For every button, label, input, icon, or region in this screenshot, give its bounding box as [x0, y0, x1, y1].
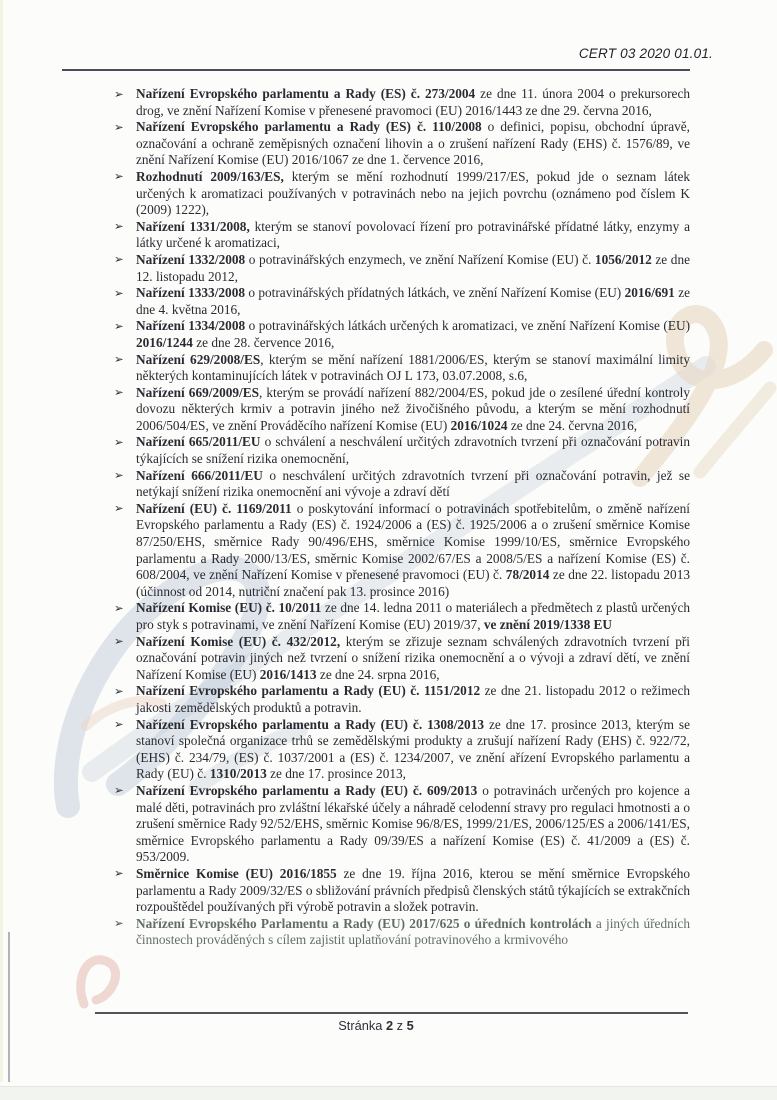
- item-text: Nařízení Evropského Parlamentu a Rady (EU) 2017/625 o úředních kontrolách a jiných úředních činnostech prováděných s cílem zajistit uplatňování potravinového a krmivového: [136, 915, 690, 948]
- arrow-bullet-icon: ➢: [114, 387, 124, 400]
- arrow-bullet-icon: ➢: [114, 719, 124, 732]
- arrow-bullet-icon: ➢: [114, 121, 124, 134]
- arrow-bullet-icon: ➢: [114, 503, 124, 516]
- arrow-bullet-icon: ➢: [114, 436, 124, 449]
- page-number: [62, 1018, 690, 1033]
- item-text: Nařízení 629/2008/ES, kterým se mění nařízení 1881/2006/ES, kterým se stanoví maximální limity některých kontaminujících látek v potravinách OJ L 173, 03.07.2008, s.6,: [136, 351, 690, 384]
- item-text: Nařízení Evropského parlamentu a Rady (EU) č. 609/2013 o potravinách určených pro kojence a malé děti, potravinách pro zvláštní lékařské účely a náhradě celodenní stravy pro regulaci hmotnosti a o zrušení směrnice Rady 92/52/EHS, směrnic Komise 96/8/ES, 1999/21/ES, 2006/125/ES a 2006/141/ES, směrnice Evropského parlamentu a Rady 09/39/ES a nařízení Komise (ES) č. 41/2009 a (ES) č. 953/2009.: [136, 782, 691, 865]
- item-text: Rozhodnutí 2009/163/ES, kterým se mění rozhodnutí 1999/217/ES, pokud jde o seznam látek určených k aromatizaci používaných v potravinách nebo na jejich povrchu (oznámeno pod číslem K (2009) 1222),: [136, 168, 690, 218]
- list-item: [114, 119, 690, 169]
- list-item: [114, 866, 690, 916]
- item-text: Nařízení Komise (EU) č. 10/2011 ze dne 14. ledna 2011 o materiálech a předmětech z plastů určených pro styk s potravinami, ve znění Nařízení Komise (EU) 2019/37, ve znění 2019/1338 EU: [136, 600, 690, 632]
- item-text: Nařízení 1331/2008, kterým se stanoví povolovací řízení pro potravinářské přídatné látky, enzymy a látky určené k aromatizaci,: [136, 218, 690, 251]
- list-item: [114, 352, 690, 385]
- arrow-bullet-icon: ➢: [114, 254, 124, 267]
- arrow-bullet-icon: ➢: [114, 868, 124, 881]
- arrow-bullet-icon: ➢: [114, 171, 124, 184]
- list-item: [114, 783, 690, 866]
- list-item: [114, 683, 690, 716]
- header-rule: [62, 69, 690, 71]
- list-item: [114, 285, 690, 318]
- item-text: Nařízení Evropského parlamentu a Rady (EU) č. 1308/2013 ze dne 17. prosince 2013, kterým se stanoví společná organizace trhů se zemědělskými produkty a zrušují nařízení Rady (EHS) č. 922/72, (EHS) č. 234/79, (ES) č. 1037/2001 a (ES) č. 1234/2007, ve znění ařízení Evropského parlamentu a Rady (EU) č. 1310/2013 ze dne 17. prosince 2013,: [136, 716, 690, 782]
- item-text: Nařízení Komise (EU) č. 432/2012, kterým se zřizuje seznam schválených zdravotních tvrzení při označování potravin jiných než tvrzení o snížení rizika onemocnění a o vývoji a zdraví dětí, ve znění Nařízení Komise (EU) 2016/1413 ze dne 24. srpna 2016,: [136, 633, 690, 682]
- arrow-bullet-icon: ➢: [114, 287, 124, 300]
- arrow-bullet-icon: ➢: [114, 221, 124, 234]
- item-text: Nařízení 1334/2008 o potravinářských látkách určených k aromatizaci, ve znění Nařízení Komise (EU) 2016/1244 ze dne 28. července 2016,: [136, 318, 691, 350]
- item-text: Nařízení 669/2009/ES, kterým se provádí nařízení 882/2004/ES, pokud jde o zesílené úřední kontroly dovozu některých krmiv a potravin jiného než živočišného původu, a kterým se mění rozhodnutí 2006/504/ES, ve znění Prováděcího nařízení Komise (EU) 2016/1024 ze dne 24. června 2016,: [136, 384, 690, 433]
- arrow-bullet-icon: ➢: [114, 602, 124, 615]
- item-text: Nařízení 1333/2008 o potravinářských přídatných látkách, ve znění Nařízení Komise (EU) 2016/691 ze dne 4. května 2016,: [136, 285, 690, 317]
- list-item: [114, 501, 690, 601]
- page-number-current: 2: [385, 1018, 394, 1033]
- arrow-bullet-icon: ➢: [114, 320, 124, 333]
- list-item: [114, 634, 690, 684]
- arrow-bullet-icon: ➢: [114, 354, 124, 366]
- item-text: Nařízení Evropského parlamentu a Rady (EU) č. 1151/2012 ze dne 21. listopadu 2012 o režimech jakosti zemědělských produktů a potravin.: [136, 683, 690, 715]
- list-item: [114, 385, 690, 435]
- item-text: Směrnice Komise (EU) 2016/1855 ze dne 19. října 2016, kterou se mění směrnice Evropského parlamentu a Rady 2009/32/ES o sbližování právních předpisů členských států týkajících se extrakčních rozpouštědel používaných při výrobě potravin a složek potravin.: [136, 865, 690, 915]
- list-item: [114, 600, 690, 633]
- document-code: CERT 03 2020 01.01.: [578, 46, 713, 61]
- item-text: Nařízení 665/2011/EU o schválení a neschválení určitých zdravotních tvrzení při označování potravin týkajících se snížení rizika onemocnění,: [136, 434, 690, 467]
- list-item: [114, 86, 690, 119]
- list-item: [114, 916, 690, 949]
- arrow-bullet-icon: ➢: [114, 685, 124, 698]
- arrow-bullet-icon: ➢: [114, 470, 124, 483]
- list-item: [114, 434, 690, 467]
- arrow-bullet-icon: ➢: [114, 636, 124, 649]
- arrow-bullet-icon: ➢: [114, 88, 124, 101]
- list-item: [114, 219, 690, 252]
- list-item: [114, 717, 690, 783]
- arrow-bullet-icon: ➢: [114, 785, 124, 798]
- item-text: Nařízení Evropského parlamentu a Rady (ES) č. 110/2008 o definici, popisu, obchodní úpravě, označování a ochraně zeměpisných označení lihovin a o zrušení nařízení Rady (EHS) č. 1576/89, ve znění Nařízení Komise (EU) 2016/1067 ze dne 1. července 2016,: [136, 119, 690, 168]
- footer-rule: [95, 1012, 688, 1014]
- item-text: Nařízení Evropského parlamentu a Rady (ES) č. 273/2004 ze dne 11. února 2004 o prekursorech drog, ve znění Nařízení Komise v přenesené pravomoci (EU) 2016/1443 ze dne 29. června 2016,: [136, 86, 690, 118]
- list-item: [114, 318, 690, 351]
- item-text: Nařízení 666/2011/EU o neschválení určitých zdravotních tvrzení při označování potravin, jež se netýkají snížení rizika onemocnění ani vývoje a zdraví dětí: [136, 467, 690, 500]
- list-item: [114, 468, 690, 501]
- item-text: Nařízení (EU) č. 1169/2011 o poskytování informací o potravinách spotřebitelům, o změně nařízení Evropského parlamentu a Rady (ES) č. 1924/2006 a (ES) č. 1925/2006 a o zrušení směrnice Komise 87/250/EHS, směrnice Rady 90/496/EHS, směrnice Komise 1999/10/ES, směrnice Evropského parlamentu a Rady 2000/13/ES, směrnic Komise 2002/67/ES a 2008/5/ES a nařízení Komise (ES) č. 608/2004, ve znění Nařízení Komise v přenesené pravomoci (EU) č. 78/2014 ze dne 22. listopadu 2013 (účinnost od 2014, nutriční značení pak 13. prosince 2016): [136, 500, 691, 599]
- regulation-list: [114, 86, 690, 949]
- page-number-total: 5: [406, 1018, 414, 1033]
- list-item: [114, 252, 690, 285]
- item-text: Nařízení 1332/2008 o potravinářských enzymech, ve znění Nařízení Komise (EU) č. 1056/2012 ze dne 12. listopadu 2012,: [136, 251, 690, 284]
- list-item: [114, 169, 690, 219]
- page-number-label: Stránka: [338, 1018, 383, 1033]
- arrow-bullet-icon: ➢: [114, 918, 124, 931]
- page-number-separator: z: [396, 1018, 404, 1033]
